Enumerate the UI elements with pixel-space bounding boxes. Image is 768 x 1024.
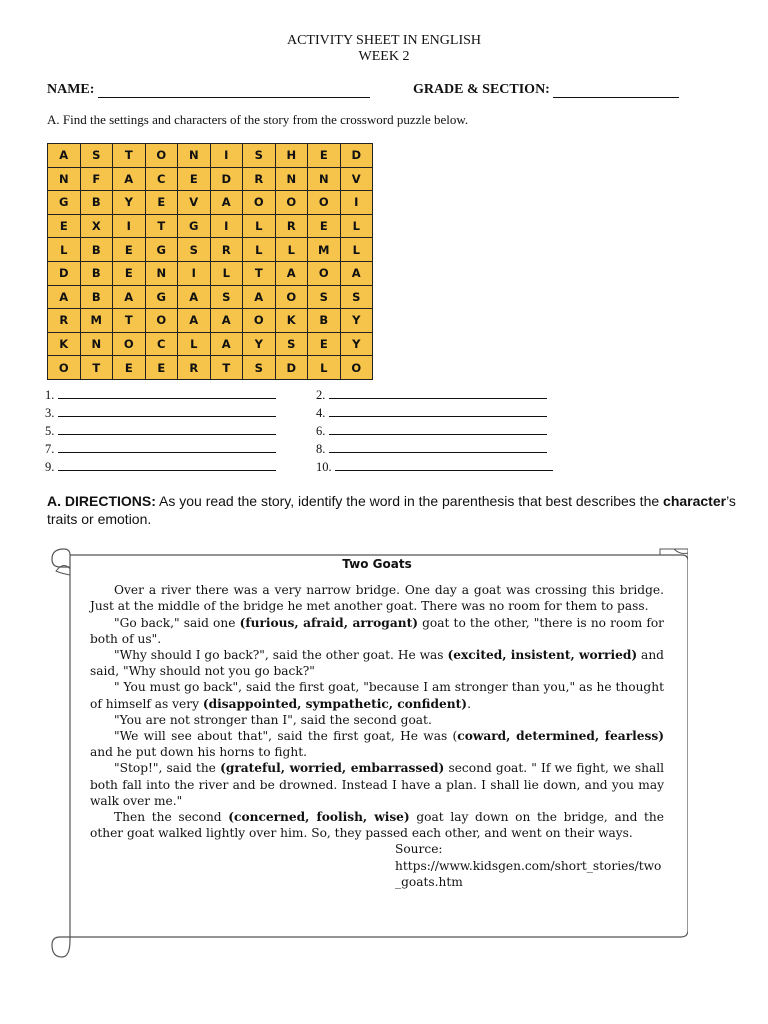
source-label: Source: [395, 842, 443, 857]
grid-cell: A [210, 309, 243, 333]
grid-cell: L [48, 238, 81, 262]
grid-cell: A [113, 167, 146, 191]
answer-line[interactable]: 10. [316, 460, 553, 475]
grid-cell: N [80, 332, 113, 356]
grid-cell: O [308, 261, 341, 285]
grid-cell: S [80, 144, 113, 168]
grid-cell: O [113, 332, 146, 356]
grid-cell: R [243, 167, 276, 191]
grid-cell: O [48, 356, 81, 380]
grid-cell: A [210, 191, 243, 215]
grid-row [48, 191, 373, 215]
grid-cell: E [308, 214, 341, 238]
grid-cell: S [340, 285, 373, 309]
grid-cell: I [210, 144, 243, 168]
grid-cell: I [178, 261, 211, 285]
grid-cell: O [275, 285, 308, 309]
answer-line[interactable]: 6. [316, 424, 547, 439]
grid-cell: L [275, 238, 308, 262]
grade-section-label: GRADE & SECTION: [412, 82, 550, 97]
grid-row [48, 332, 373, 356]
story-paragraph: Over a river there was a very narrow bridge. One day a goat was crossing this bridge. Just at the middle of the bridge he met another goat. There was no room for them to pass. [90, 583, 664, 614]
grid-cell: O [340, 356, 373, 380]
story-title: Two Goats [342, 557, 412, 571]
grid-cell: A [48, 285, 81, 309]
sheet-title: ACTIVITY SHEET IN ENGLISH [286, 33, 482, 48]
grid-cell: E [308, 332, 341, 356]
grid-cell: A [178, 309, 211, 333]
story-paragraph: Then the second (concerned, foolish, wise) goat lay down on the bridge, and the other goat walked lightly over him. So, they passed each other, and went on their ways. [90, 810, 664, 841]
grid-cell: E [113, 356, 146, 380]
story-text [90, 556, 664, 890]
grid-cell: K [48, 332, 81, 356]
grid-cell: I [210, 214, 243, 238]
grid-row [48, 144, 373, 168]
grid-cell: T [80, 356, 113, 380]
grid-cell: B [80, 285, 113, 309]
grid-cell: N [275, 167, 308, 191]
grid-cell: S [243, 356, 276, 380]
grid-cell: B [80, 191, 113, 215]
grid-cell: Y [340, 309, 373, 333]
answer-line[interactable]: 2. [316, 388, 547, 403]
answer-line[interactable]: 5. [45, 424, 276, 439]
grid-cell: A [113, 285, 146, 309]
answer-line[interactable]: 9. [45, 460, 276, 475]
grid-cell: N [145, 261, 178, 285]
grid-cell: H [275, 144, 308, 168]
grid-cell: B [80, 238, 113, 262]
grid-cell: R [178, 356, 211, 380]
grid-cell: D [340, 144, 373, 168]
name-field-line[interactable] [98, 85, 370, 98]
grid-cell: A [178, 285, 211, 309]
directions-label: A. DIRECTIONS: [47, 493, 156, 509]
grid-cell: O [308, 191, 341, 215]
grid-cell: L [243, 238, 276, 262]
grid-cell: L [308, 356, 341, 380]
grid-cell: G [145, 285, 178, 309]
grid-cell: T [243, 261, 276, 285]
part-a-instruction: A. Find the settings and characters of the story from the crossword puzzle below. [47, 112, 469, 127]
grid-cell: T [113, 144, 146, 168]
grid-cell: L [340, 238, 373, 262]
grid-cell: S [275, 332, 308, 356]
grid-cell: E [113, 238, 146, 262]
grid-cell: S [178, 238, 211, 262]
grid-cell: Y [243, 332, 276, 356]
answer-line[interactable]: 7. [45, 442, 276, 457]
grid-cell: N [178, 144, 211, 168]
grid-cell: O [243, 191, 276, 215]
answer-line[interactable]: 8. [316, 442, 547, 457]
grid-row [48, 309, 373, 333]
grid-cell: E [113, 261, 146, 285]
grid-cell: O [145, 144, 178, 168]
grid-row [48, 214, 373, 238]
grid-cell: E [145, 356, 178, 380]
grid-cell: R [275, 214, 308, 238]
grid-cell: A [48, 144, 81, 168]
grid-cell: G [178, 214, 211, 238]
grid-cell: K [275, 309, 308, 333]
grid-cell: L [210, 261, 243, 285]
grid-cell: M [80, 309, 113, 333]
grid-cell: E [308, 144, 341, 168]
story-paragraph: "Stop!", said the (grateful, worried, embarrassed) second goat. " If we fight, we shall both fall into the river and be drowned. Instead I have a plan. I shall lie down, and you may walk over me." [90, 761, 665, 808]
grid-cell: L [243, 214, 276, 238]
grid-cell: E [48, 214, 81, 238]
grid-cell: N [48, 167, 81, 191]
grid-cell: D [210, 167, 243, 191]
grid-cell: C [145, 332, 178, 356]
name-row [47, 82, 727, 98]
grid-row [48, 167, 373, 191]
grid-cell: Y [340, 332, 373, 356]
grid-cell: A [210, 332, 243, 356]
grid-cell: I [340, 191, 373, 215]
grid-cell: E [178, 167, 211, 191]
answer-line[interactable]: 3. [45, 406, 276, 421]
grid-cell: D [275, 356, 308, 380]
grid-cell: D [48, 261, 81, 285]
grid-cell: E [145, 191, 178, 215]
grid-cell: O [243, 309, 276, 333]
story-paragraph: "You are not stronger than I", said the second goat. [114, 712, 432, 727]
grid-cell: T [145, 214, 178, 238]
grid-cell: B [80, 261, 113, 285]
grid-cell: O [145, 309, 178, 333]
grid-row [48, 261, 373, 285]
answer-line[interactable]: 1. [45, 388, 276, 403]
grid-cell: G [145, 238, 178, 262]
grid-cell: C [145, 167, 178, 191]
grid-cell: A [340, 261, 373, 285]
answer-line[interactable]: 4. [316, 406, 547, 421]
grid-cell: B [308, 309, 341, 333]
name-label: NAME: [47, 82, 95, 97]
grid-cell: V [340, 167, 373, 191]
grid-cell: R [210, 238, 243, 262]
grid-cell: V [178, 191, 211, 215]
grid-cell: L [340, 214, 373, 238]
grid-cell: F [80, 167, 113, 191]
grid-cell: M [308, 238, 341, 262]
grid-row [48, 356, 373, 380]
grid-cell: S [308, 285, 341, 309]
story-paragraph: "We will see about that", said the first goat, He was (coward, determined, fearless) and he put down his horns to fight. [90, 729, 664, 760]
story-paragraph: " You must go back", said the first goat, "because I am stronger than you," as he thought of himself as very (disappointed, sympathetic, confident). [90, 680, 664, 711]
grid-cell: G [48, 191, 81, 215]
grid-cell: O [275, 191, 308, 215]
grid-cell: A [275, 261, 308, 285]
directions-text: A. DIRECTIONS: As you read the story, identify the word in the parenthesis that best describes the character’s traits or emotion. [47, 493, 736, 527]
grade-section-field-line[interactable] [553, 85, 679, 98]
grid-cell: S [243, 144, 276, 168]
grid-cell: I [113, 214, 146, 238]
grid-row [48, 238, 373, 262]
grid-row [48, 285, 373, 309]
grid-cell: X [80, 214, 113, 238]
source-url[interactable]: https://www.kidsgen.com/short_stories/two_goats.htm [395, 858, 662, 889]
grid-cell: L [178, 332, 211, 356]
grid-cell: Y [113, 191, 146, 215]
grid-cell: R [48, 309, 81, 333]
grid-cell: N [308, 167, 341, 191]
grid-cell: A [243, 285, 276, 309]
grid-cell: T [113, 309, 146, 333]
grid-cell: S [210, 285, 243, 309]
grid-cell: T [210, 356, 243, 380]
story-paragraph: "Why should I go back?", said the other goat. He was (excited, insistent, worried) and said, "Why should not you go back?" [90, 648, 664, 679]
week-label: WEEK 2 [358, 49, 410, 64]
story-paragraph: "Go back," said one (furious, afraid, arrogant) goat to the other, "there is no room for both of us". [90, 615, 664, 646]
word-search-grid [47, 143, 373, 380]
